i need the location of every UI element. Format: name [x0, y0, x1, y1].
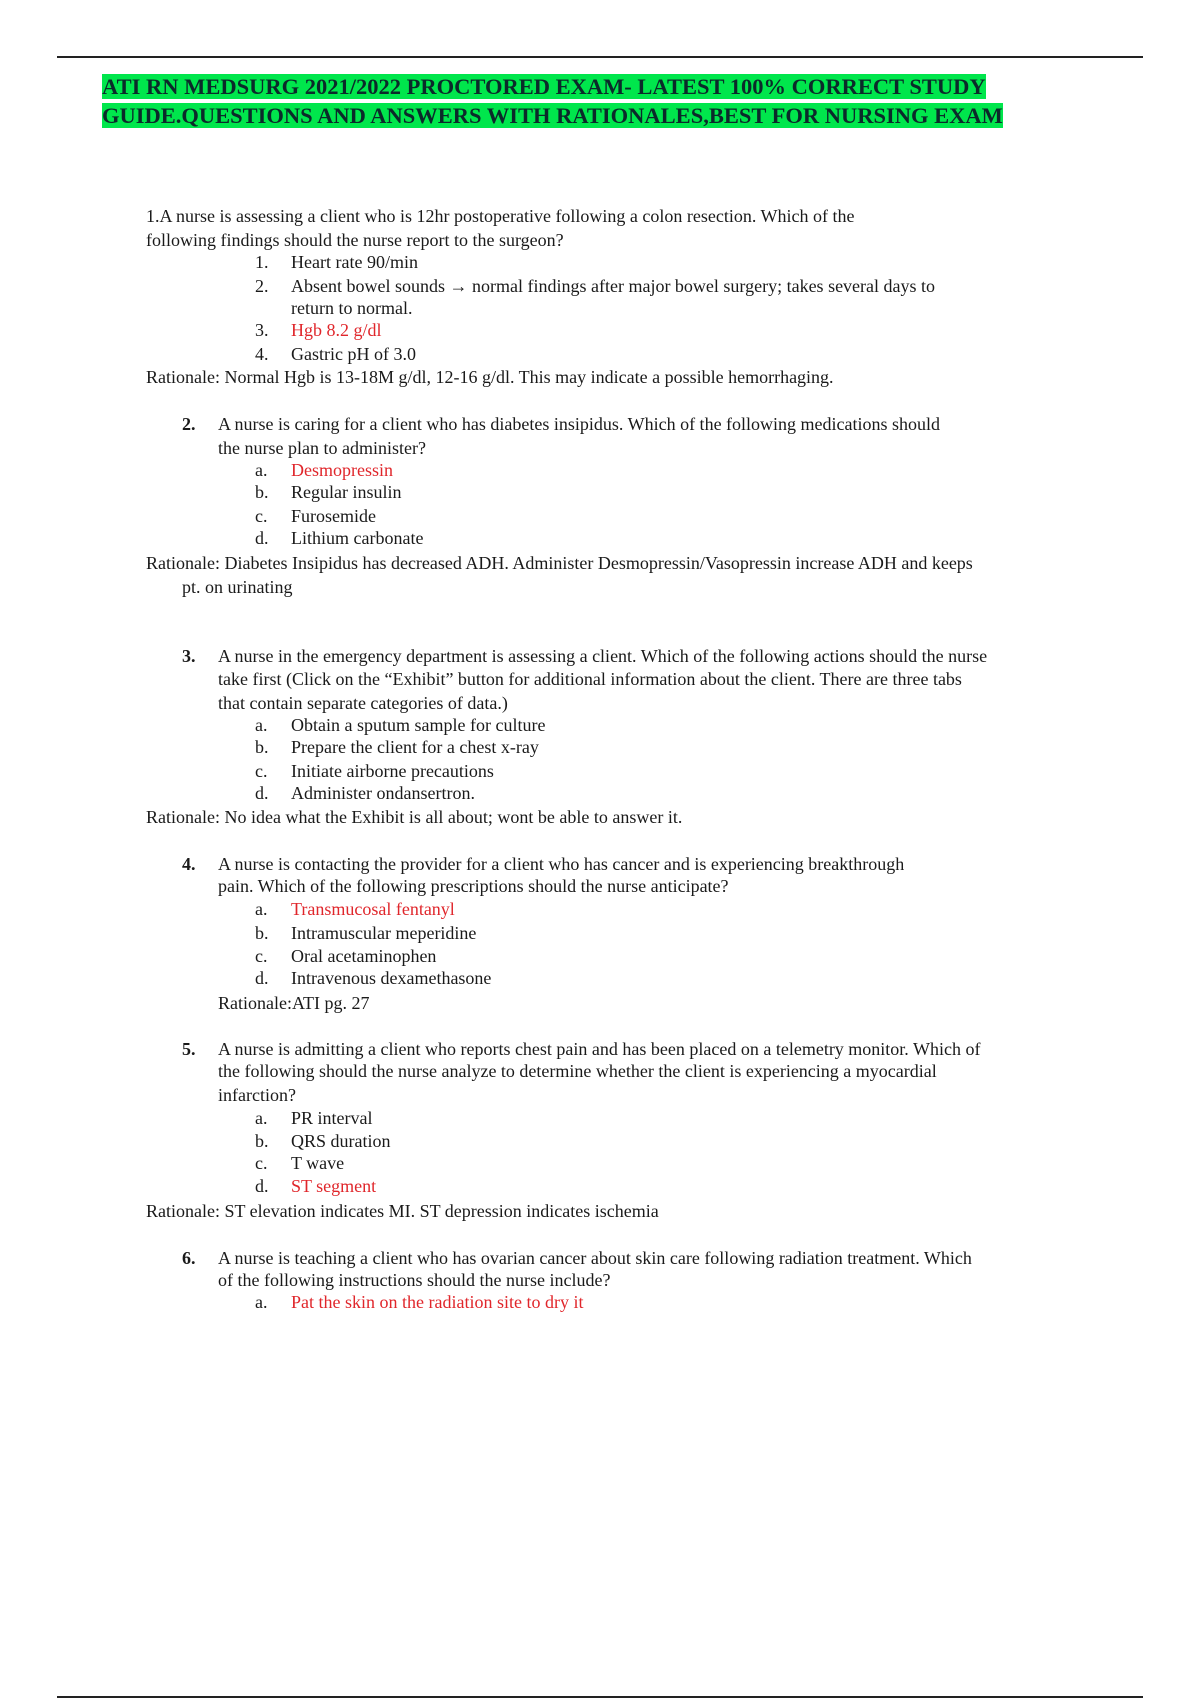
option-marker: 4.: [255, 344, 269, 364]
title-line-2: GUIDE.QUESTIONS AND ANSWERS WITH RATIONALES,BEST FOR NURSING EXAM: [102, 103, 1003, 128]
option-marker: b.: [255, 923, 269, 943]
question-5-stem-cont: the following should the nurse analyze to determine whether the client is experiencing a myocardial: [218, 1061, 937, 1081]
question-number: 3.: [182, 646, 196, 666]
question-number: 6.: [182, 1248, 196, 1268]
option-marker: b.: [255, 1131, 269, 1151]
option-marker: c.: [255, 1153, 268, 1173]
question-6-stem: A nurse is teaching a client who has ovarian cancer about skin care following radiation treatment. Which: [218, 1248, 972, 1268]
option-marker: d.: [255, 968, 269, 988]
question-1-stem-cont: following findings should the nurse report to the surgeon?: [146, 230, 564, 250]
bottom-rule: [57, 1696, 1143, 1698]
title-line-1: ATI RN MEDSURG 2021/2022 PROCTORED EXAM- LATEST 100% CORRECT STUDY: [102, 74, 986, 99]
rationale: Rationale: Normal Hgb is 13-18M g/dl, 12-16 g/dl. This may indicate a possible hemorrhaging.: [146, 367, 834, 387]
correct-answer: Desmopressin: [291, 460, 393, 480]
option-text: Prepare the client for a chest x-ray: [291, 737, 539, 757]
rationale: Rationale: ST elevation indicates MI. ST depression indicates ischemia: [146, 1201, 659, 1221]
option-marker: b.: [255, 737, 269, 757]
option-marker: a.: [255, 715, 268, 735]
option-text: Heart rate 90/min: [291, 252, 418, 272]
option-marker: b.: [255, 482, 269, 502]
option-text: Gastric pH of 3.0: [291, 344, 416, 364]
document-title: [102, 72, 1102, 130]
question-4-stem: A nurse is contacting the provider for a client who has cancer and is experiencing breakthrough: [218, 854, 905, 874]
option-text: Oral acetaminophen: [291, 946, 437, 966]
question-3-stem-cont: take first (Click on the “Exhibit” button for additional information about the client. There are three tabs: [218, 669, 962, 689]
option-text: PR interval: [291, 1108, 373, 1128]
option-text: Administer ondansertron.: [291, 783, 475, 803]
option-text: Furosemide: [291, 506, 376, 526]
question-number: 4.: [182, 854, 196, 874]
option-marker: d.: [255, 783, 269, 803]
option-text: T wave: [291, 1153, 345, 1173]
option-marker: c.: [255, 946, 268, 966]
correct-answer: Pat the skin on the radiation site to dry it: [291, 1292, 584, 1312]
option-text: Intravenous dexamethasone: [291, 968, 492, 988]
correct-answer: Hgb 8.2 g/dl: [291, 320, 382, 340]
option-text: QRS duration: [291, 1131, 391, 1151]
option-marker: d.: [255, 528, 269, 548]
rationale: Rationale: No idea what the Exhibit is all about; wont be able to answer it.: [146, 807, 683, 827]
question-6-stem-cont: of the following instructions should the nurse include?: [218, 1270, 611, 1290]
option-marker: 2.: [255, 276, 269, 296]
question-1-stem: 1.A nurse is assessing a client who is 12hr postoperative following a colon resection. Which of the: [146, 206, 855, 226]
rationale-cont: pt. on urinating: [182, 577, 293, 597]
rationale: Rationale: Diabetes Insipidus has decreased ADH. Administer Desmopressin/Vasopressin increase ADH and keeps: [146, 553, 973, 573]
question-5-stem-cont: infarction?: [218, 1085, 296, 1105]
option-text: Obtain a sputum sample for culture: [291, 715, 546, 735]
option-text: Initiate airborne precautions: [291, 761, 494, 781]
question-number: 5.: [182, 1039, 196, 1059]
option-marker: 1.: [255, 252, 269, 272]
option-text: Absent bowel sounds → normal findings after major bowel surgery; takes several days to: [291, 276, 936, 296]
option-text: Regular insulin: [291, 482, 402, 502]
option-marker: 3.: [255, 320, 269, 340]
option-marker: a.: [255, 460, 268, 480]
option-marker: c.: [255, 761, 268, 781]
option-marker: a.: [255, 899, 268, 919]
rationale: Rationale:ATI pg. 27: [218, 993, 370, 1013]
question-number: 2.: [182, 414, 196, 434]
option-text: Intramuscular meperidine: [291, 923, 477, 943]
question-2-stem-cont: the nurse plan to administer?: [218, 438, 426, 458]
correct-answer: Transmucosal fentanyl: [291, 899, 455, 919]
correct-answer: ST segment: [291, 1176, 377, 1196]
option-marker: a.: [255, 1292, 268, 1312]
top-rule: [57, 56, 1143, 58]
option-text-cont: return to normal.: [291, 298, 413, 318]
option-marker: d.: [255, 1176, 269, 1196]
question-5-stem: A nurse is admitting a client who reports chest pain and has been placed on a telemetry monitor. Which of: [218, 1039, 981, 1059]
question-2-stem: A nurse is caring for a client who has diabetes insipidus. Which of the following medications should: [218, 414, 941, 434]
option-marker: a.: [255, 1108, 268, 1128]
option-marker: c.: [255, 506, 268, 526]
option-text: Lithium carbonate: [291, 528, 424, 548]
question-3-stem-cont: that contain separate categories of data.): [218, 693, 508, 713]
question-3-stem: A nurse in the emergency department is assessing a client. Which of the following actions should the nurse: [218, 646, 988, 666]
question-4-stem-cont: pain. Which of the following prescriptions should the nurse anticipate?: [218, 876, 729, 896]
